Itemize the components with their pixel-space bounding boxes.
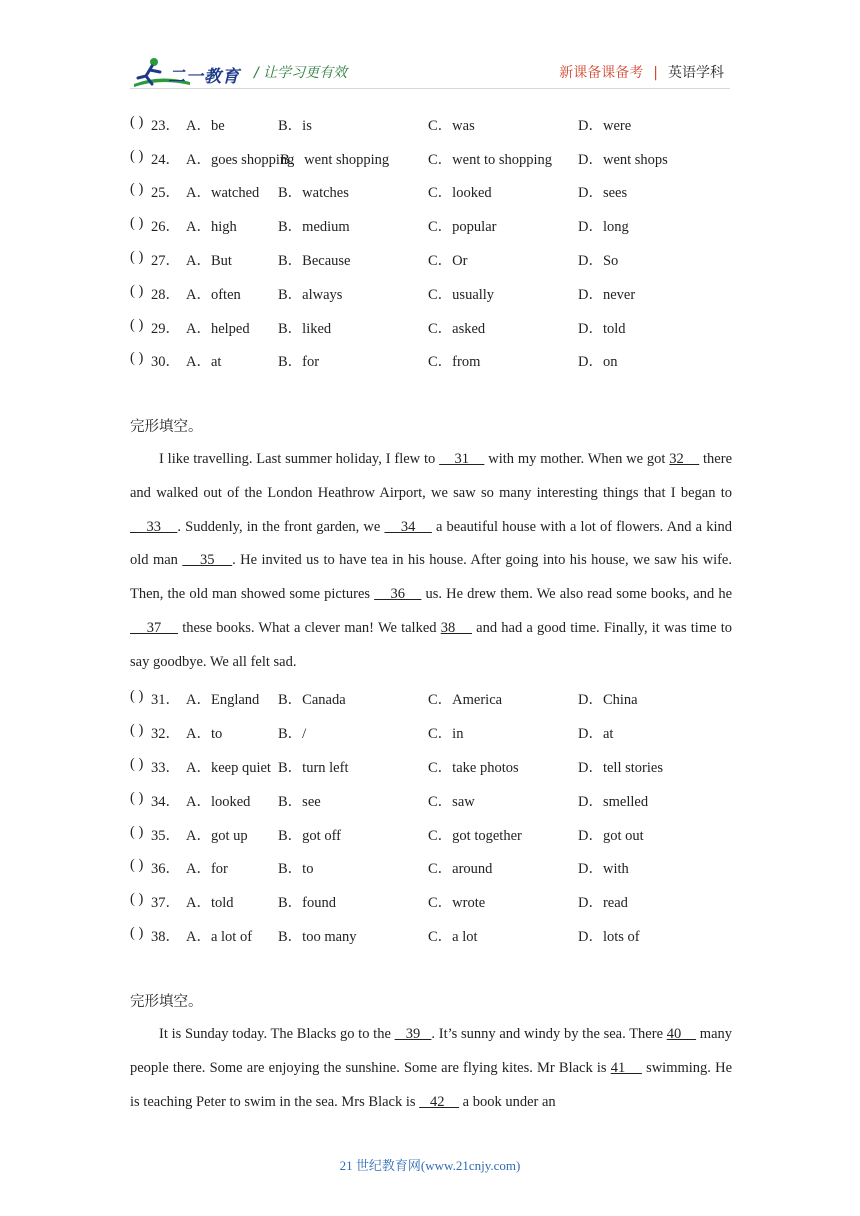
header-slogan: / 让学习更有效: [254, 65, 348, 81]
option-d: D．So: [578, 253, 619, 269]
option-c: C．got together: [428, 828, 522, 844]
option-a: A．keep quiet: [186, 760, 271, 776]
option-c: C．was: [428, 118, 475, 134]
question-number: 26．: [151, 219, 180, 235]
option-c: C．take photos: [428, 760, 519, 776]
option-d: D．tell stories: [578, 760, 663, 776]
option-d: D．lots of: [578, 929, 640, 945]
blank-42: 42: [419, 1093, 460, 1110]
passage-paragraph: I like travelling. Last summer holiday, I flew to 31 with my mother. When we got 32 there and walked out of the London Heathrow Airport, we saw so many interesting things that I began to 33 . Suddenly, in the front garden, we 34 a beautiful house with a lot of flowers. And a kind old man 35 . He invited us to have tea in his house. After going into his house, we saw his wife. Then, the old man showed some pictures 36 us. He drew them. We also read some books, and he 37 these books. What a clever man! We talked 38 and had a good time. Finally, it was time to say goodbye. We all felt sad.: [130, 451, 733, 670]
answer-paren[interactable]: ( ): [130, 148, 144, 164]
option-b: B．got off: [278, 828, 341, 844]
question-number: 23．: [151, 118, 180, 134]
page-header: [0, 0, 860, 100]
logo-text: 二一教育: [168, 67, 240, 87]
option-a: A．watched: [186, 185, 260, 201]
option-a: A．goes shopping: [186, 152, 295, 168]
option-b: B．see: [278, 794, 321, 810]
option-a: A．England: [186, 692, 260, 708]
option-a: A．a lot of: [186, 929, 253, 945]
option-a: A．to: [186, 726, 223, 742]
blank-39: 39: [394, 1026, 432, 1042]
option-a: A．at: [186, 354, 222, 370]
question-number: 25．: [151, 185, 180, 201]
answer-paren[interactable]: ( ): [130, 925, 144, 941]
header-subject: [559, 62, 724, 82]
header-separator: |: [653, 65, 658, 81]
answer-paren[interactable]: ( ): [130, 722, 144, 738]
answer-paren[interactable]: ( ): [130, 891, 144, 907]
answer-paren[interactable]: ( ): [130, 824, 144, 840]
question-number: 30．: [151, 354, 180, 370]
option-c: C．Or: [428, 253, 468, 269]
answer-paren[interactable]: ( ): [130, 181, 144, 197]
blank-33: 33: [130, 518, 178, 535]
answer-paren[interactable]: ( ): [130, 283, 144, 299]
option-c: C．a lot: [428, 929, 478, 945]
option-b: B．for: [278, 354, 320, 370]
option-a: A．be: [186, 118, 225, 134]
option-a: A．got up: [186, 828, 248, 844]
option-a: A．for: [186, 861, 228, 877]
option-d: D．were: [578, 118, 632, 134]
option-a: A．high: [186, 219, 237, 235]
blank-41: 41: [610, 1059, 642, 1076]
question-number: 36．: [151, 861, 180, 877]
option-b: B．medium: [278, 219, 350, 235]
blank-40: 40: [666, 1026, 697, 1042]
answer-paren[interactable]: ( ): [130, 114, 144, 130]
option-d: D．sees: [578, 185, 628, 201]
answer-paren[interactable]: ( ): [130, 756, 144, 772]
answer-paren[interactable]: ( ): [130, 790, 144, 806]
option-d: D．got out: [578, 828, 644, 844]
section-title: 完形填空。: [130, 419, 203, 435]
passage-paragraph: It is Sunday today. The Blacks go to the 39 . It’s sunny and windy by the sea. There 40 many people there. Some are enjoying the sunshine. Some are flying kites. Mr Black is 41 swimming. He is teaching Peter to swim in the sea. Mrs Black is 42 a book under an: [130, 1026, 733, 1110]
option-b: B．Canada: [278, 692, 346, 708]
option-a: A．helped: [186, 321, 250, 337]
option-c: C．around: [428, 861, 493, 877]
cloze-passage-1: [130, 443, 732, 680]
option-d: D．never: [578, 287, 636, 303]
option-a: A．But: [186, 253, 232, 269]
question-number: 32．: [151, 726, 180, 742]
blank-32: 32: [669, 451, 700, 467]
option-c: C．popular: [428, 219, 497, 235]
option-d: D．told: [578, 321, 626, 337]
option-b: B．Because: [278, 253, 351, 269]
option-d: D．with: [578, 861, 629, 877]
option-a: A．often: [186, 287, 241, 303]
option-c: C．in: [428, 726, 464, 742]
question-number: 35．: [151, 828, 180, 844]
option-c: C．saw: [428, 794, 475, 810]
answer-paren[interactable]: ( ): [130, 350, 144, 366]
option-b: B．too many: [278, 929, 357, 945]
option-d: D．read: [578, 895, 628, 911]
option-d: D．smelled: [578, 794, 649, 810]
question-number: 33．: [151, 760, 180, 776]
option-d: D．at: [578, 726, 614, 742]
page-footer[interactable]: 21 世纪教育网(www.21cnjy.com): [339, 1158, 521, 1173]
option-b: B．always: [278, 287, 343, 303]
option-b: B．watches: [278, 185, 349, 201]
header-subject-label: 英语学科: [668, 65, 724, 81]
option-c: C．from: [428, 354, 481, 370]
option-b: B．turn left: [278, 760, 349, 776]
option-b: B．went shopping: [280, 152, 390, 168]
option-b: B．found: [278, 895, 336, 911]
question-number: 27．: [151, 253, 180, 269]
question-number: 24．: [151, 152, 180, 168]
option-c: C．usually: [428, 287, 495, 303]
option-d: D．went shops: [578, 152, 668, 168]
header-divider: [130, 88, 730, 89]
option-c: C．America: [428, 692, 503, 708]
blank-34: 34: [384, 518, 432, 535]
answer-paren[interactable]: ( ): [130, 215, 144, 231]
answer-paren[interactable]: ( ): [130, 317, 144, 333]
option-b: B．liked: [278, 321, 332, 337]
option-c: C．asked: [428, 321, 486, 337]
option-c: C．went to shopping: [428, 152, 553, 168]
option-b: B．to: [278, 861, 314, 877]
answer-paren[interactable]: ( ): [130, 857, 144, 873]
cloze-passage-2: [130, 1018, 732, 1119]
question-number: 38．: [151, 929, 180, 945]
question-number: 37．: [151, 895, 180, 911]
option-d: D．on: [578, 354, 618, 370]
option-a: A．told: [186, 895, 234, 911]
blank-31: 31: [439, 451, 485, 467]
option-a: A．looked: [186, 794, 251, 810]
answer-paren[interactable]: ( ): [130, 249, 144, 265]
option-b: B．/: [278, 726, 307, 742]
blank-36: 36: [374, 586, 422, 603]
section-title: 完形填空。: [130, 994, 203, 1010]
question-number: 34．: [151, 794, 180, 810]
question-number: 29．: [151, 321, 180, 337]
option-d: D．China: [578, 692, 638, 708]
blank-35: 35: [182, 552, 233, 569]
answer-paren[interactable]: ( ): [130, 688, 144, 704]
option-c: C．wrote: [428, 895, 486, 911]
question-number: 28．: [151, 287, 180, 303]
blank-38: 38: [440, 619, 472, 636]
blank-37: 37: [130, 619, 179, 636]
option-c: C．looked: [428, 185, 492, 201]
question-number: 31．: [151, 692, 180, 708]
option-d: D．long: [578, 219, 629, 235]
header-course-label: 新课备课备考: [559, 65, 644, 81]
option-b: B．is: [278, 118, 312, 134]
